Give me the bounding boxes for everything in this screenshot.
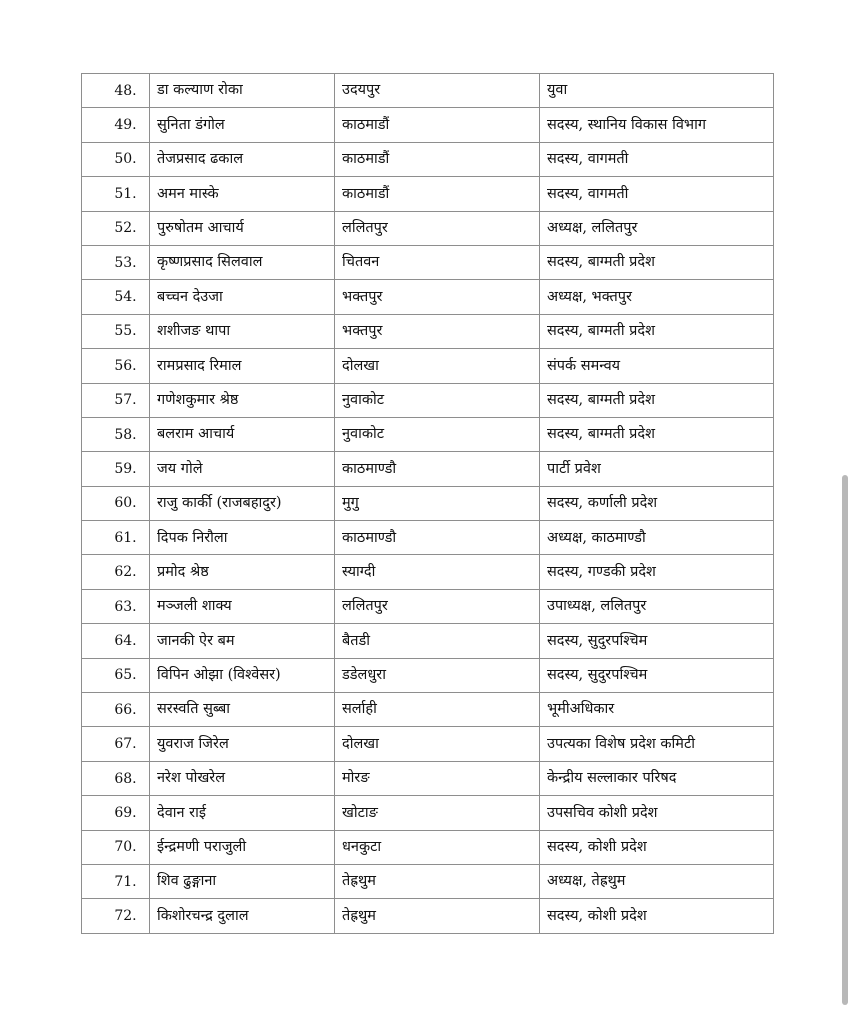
- district-cell: सर्लाही: [335, 693, 540, 727]
- row-number-cell: 71.: [82, 864, 150, 898]
- role-cell: सदस्य, बाग्मती प्रदेश: [540, 245, 774, 279]
- district-cell: डडेलधुरा: [335, 658, 540, 692]
- member-name-cell: तेजप्रसाद ढकाल: [150, 142, 335, 176]
- row-number-cell: 56.: [82, 349, 150, 383]
- member-name-cell: पुरुषोतम आचार्य: [150, 211, 335, 245]
- table-row: [82, 796, 774, 830]
- member-name-cell: राजु कार्की (राजबहादुर): [150, 486, 335, 520]
- table-row: [82, 177, 774, 211]
- role-cell: युवा: [540, 74, 774, 108]
- role-cell: अध्यक्ष, तेह्रथुम: [540, 864, 774, 898]
- row-number-cell: 53.: [82, 245, 150, 279]
- table-row: [82, 211, 774, 245]
- row-number-cell: 52.: [82, 211, 150, 245]
- district-cell: चितवन: [335, 245, 540, 279]
- row-number-cell: 66.: [82, 693, 150, 727]
- district-cell: काठमाडौं: [335, 142, 540, 176]
- member-name-cell: ईन्द्रमणी पराजुली: [150, 830, 335, 864]
- role-cell: सदस्य, स्थानिय विकास विभाग: [540, 108, 774, 142]
- member-name-cell: डा कल्याण रोका: [150, 74, 335, 108]
- member-name-cell: नरेश पोखरेल: [150, 761, 335, 795]
- row-number-cell: 58.: [82, 417, 150, 451]
- table-row: [82, 280, 774, 314]
- role-cell: सदस्य, बाग्मती प्रदेश: [540, 314, 774, 348]
- row-number-cell: 51.: [82, 177, 150, 211]
- district-cell: ललितपुर: [335, 589, 540, 623]
- member-name-cell: विपिन ओझा (विश्वेसर): [150, 658, 335, 692]
- member-name-cell: युवराज जिरेल: [150, 727, 335, 761]
- table-row: [82, 245, 774, 279]
- district-cell: नुवाकोट: [335, 383, 540, 417]
- role-cell: सदस्य, वागमती: [540, 177, 774, 211]
- row-number-cell: 63.: [82, 589, 150, 623]
- member-name-cell: सुनिता डंगोल: [150, 108, 335, 142]
- role-cell: अध्यक्ष, काठमाण्डौ: [540, 521, 774, 555]
- member-name-cell: गणेशकुमार श्रेष्ठ: [150, 383, 335, 417]
- table-row: [82, 555, 774, 589]
- table-row: [82, 589, 774, 623]
- role-cell: सदस्य, सुदुरपश्चिम: [540, 624, 774, 658]
- row-number-cell: 65.: [82, 658, 150, 692]
- row-number-cell: 69.: [82, 796, 150, 830]
- district-cell: नुवाकोट: [335, 417, 540, 451]
- district-cell: ललितपुर: [335, 211, 540, 245]
- row-number-cell: 54.: [82, 280, 150, 314]
- row-number-cell: 50.: [82, 142, 150, 176]
- table-row: [82, 658, 774, 692]
- role-cell: केन्द्रीय सल्लाकार परिषद: [540, 761, 774, 795]
- district-cell: काठमाडौं: [335, 177, 540, 211]
- member-name-cell: देवान राई: [150, 796, 335, 830]
- row-number-cell: 61.: [82, 521, 150, 555]
- district-cell: स्याग्दी: [335, 555, 540, 589]
- table-row: [82, 417, 774, 451]
- row-number-cell: 62.: [82, 555, 150, 589]
- row-number-cell: 64.: [82, 624, 150, 658]
- member-name-cell: शिव ढुङ्गाना: [150, 864, 335, 898]
- district-cell: भक्तपुर: [335, 314, 540, 348]
- member-name-cell: मञ्जली शाक्य: [150, 589, 335, 623]
- member-name-cell: बच्चन देउजा: [150, 280, 335, 314]
- role-cell: सदस्य, गण्डकी प्रदेश: [540, 555, 774, 589]
- table-row: [82, 693, 774, 727]
- role-cell: पार्टी प्रवेश: [540, 452, 774, 486]
- member-table: [81, 73, 774, 934]
- row-number-cell: 55.: [82, 314, 150, 348]
- role-cell: उपाध्यक्ष, ललितपुर: [540, 589, 774, 623]
- district-cell: मुगु: [335, 486, 540, 520]
- table-row: [82, 899, 774, 933]
- row-number-cell: 48.: [82, 74, 150, 108]
- role-cell: सदस्य, कोशी प्रदेश: [540, 899, 774, 933]
- table-row: [82, 383, 774, 417]
- district-cell: दोलखा: [335, 349, 540, 383]
- district-cell: दोलखा: [335, 727, 540, 761]
- member-name-cell: जानकी ऐर बम: [150, 624, 335, 658]
- district-cell: काठमाण्डौ: [335, 452, 540, 486]
- member-name-cell: प्रमोद श्रेष्ठ: [150, 555, 335, 589]
- row-number-cell: 68.: [82, 761, 150, 795]
- district-cell: काठमाडौं: [335, 108, 540, 142]
- role-cell: सदस्य, बाग्मती प्रदेश: [540, 417, 774, 451]
- role-cell: उपसचिव कोशी प्रदेश: [540, 796, 774, 830]
- row-number-cell: 57.: [82, 383, 150, 417]
- district-cell: भक्तपुर: [335, 280, 540, 314]
- member-name-cell: सरस्वति सुब्बा: [150, 693, 335, 727]
- member-name-cell: दिपक निरौला: [150, 521, 335, 555]
- role-cell: अध्यक्ष, भक्तपुर: [540, 280, 774, 314]
- district-cell: उदयपुर: [335, 74, 540, 108]
- table-row: [82, 452, 774, 486]
- member-name-cell: बलराम आचार्य: [150, 417, 335, 451]
- vertical-scrollbar[interactable]: [837, 0, 853, 1024]
- district-cell: तेह्रथुम: [335, 864, 540, 898]
- row-number-cell: 72.: [82, 899, 150, 933]
- role-cell: सदस्य, बाग्मती प्रदेश: [540, 383, 774, 417]
- district-cell: खोटाङ: [335, 796, 540, 830]
- role-cell: सदस्य, कर्णाली प्रदेश: [540, 486, 774, 520]
- member-name-cell: अमन मास्के: [150, 177, 335, 211]
- role-cell: भूमीअधिकार: [540, 693, 774, 727]
- district-cell: मोरङ: [335, 761, 540, 795]
- scrollbar-thumb[interactable]: [842, 475, 848, 1005]
- table-row: [82, 486, 774, 520]
- role-cell: सदस्य, कोशी प्रदेश: [540, 830, 774, 864]
- table-row: [82, 624, 774, 658]
- row-number-cell: 60.: [82, 486, 150, 520]
- row-number-cell: 59.: [82, 452, 150, 486]
- row-number-cell: 49.: [82, 108, 150, 142]
- member-name-cell: कृष्णप्रसाद सिलवाल: [150, 245, 335, 279]
- row-number-cell: 67.: [82, 727, 150, 761]
- role-cell: संपर्क समन्वय: [540, 349, 774, 383]
- member-name-cell: रामप्रसाद रिमाल: [150, 349, 335, 383]
- table-row: [82, 74, 774, 108]
- table-row: [82, 830, 774, 864]
- table-row: [82, 142, 774, 176]
- member-table-body: [82, 74, 774, 934]
- role-cell: उपत्यका विशेष प्रदेश कमिटी: [540, 727, 774, 761]
- member-name-cell: शशीजङ थापा: [150, 314, 335, 348]
- district-cell: धनकुटा: [335, 830, 540, 864]
- table-row: [82, 349, 774, 383]
- member-name-cell: किशोरचन्द्र दुलाल: [150, 899, 335, 933]
- district-cell: बैतडी: [335, 624, 540, 658]
- district-cell: काठमाण्डौ: [335, 521, 540, 555]
- district-cell: तेह्रथुम: [335, 899, 540, 933]
- row-number-cell: 70.: [82, 830, 150, 864]
- role-cell: अध्यक्ष, ललितपुर: [540, 211, 774, 245]
- table-row: [82, 761, 774, 795]
- role-cell: सदस्य, सुदुरपश्चिम: [540, 658, 774, 692]
- member-name-cell: जय गोले: [150, 452, 335, 486]
- role-cell: सदस्य, वागमती: [540, 142, 774, 176]
- table-row: [82, 727, 774, 761]
- table-row: [82, 521, 774, 555]
- table-row: [82, 864, 774, 898]
- table-row: [82, 108, 774, 142]
- table-row: [82, 314, 774, 348]
